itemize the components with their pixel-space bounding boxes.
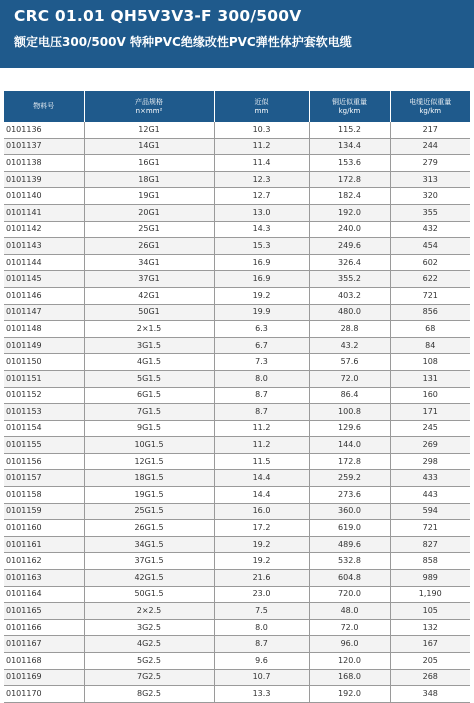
material-no-cell: 0101154: [4, 420, 84, 437]
col-header-material-no: [4, 91, 84, 122]
material-no-cell: 0101166: [4, 619, 84, 636]
title-banner: [0, 0, 474, 68]
table-row: [4, 653, 470, 670]
spec-cell: 2×1.5: [84, 321, 214, 338]
material-no-cell: 0101150: [4, 354, 84, 371]
table-row: [4, 354, 470, 371]
diameter-cell: 15.3: [214, 238, 309, 255]
diameter-cell: 8.7: [214, 387, 309, 404]
material-no-cell: 0101167: [4, 636, 84, 653]
spec-cell: 37G1.5: [84, 553, 214, 570]
spec-cell: 18G1.5: [84, 470, 214, 487]
table-row: [4, 586, 470, 603]
cable-weight-cell: 827: [390, 536, 470, 553]
table-row: [4, 370, 470, 387]
copper-weight-cell: 720.0: [309, 586, 390, 603]
table-row: [4, 437, 470, 454]
cable-weight-cell: 269: [390, 437, 470, 454]
cable-weight-cell: 320: [390, 188, 470, 205]
diameter-cell: 14.3: [214, 221, 309, 238]
table-body: [4, 122, 470, 702]
diameter-cell: 16.9: [214, 271, 309, 288]
spec-cell: 37G1: [84, 271, 214, 288]
spec-cell: 34G1.5: [84, 536, 214, 553]
spec-cell: 5G2.5: [84, 653, 214, 670]
col-header-cable-weight-line: kg/km: [419, 106, 442, 115]
diameter-cell: 17.2: [214, 520, 309, 537]
spec-cell: 50G1: [84, 304, 214, 321]
diameter-cell: 8.7: [214, 636, 309, 653]
cable-weight-cell: 108: [390, 354, 470, 371]
spec-cell: 42G1: [84, 287, 214, 304]
spec-cell: 6G1.5: [84, 387, 214, 404]
table-row: [4, 503, 470, 520]
table-row: [4, 619, 470, 636]
col-header-copper-weight-line: 铜近似重量: [332, 98, 367, 106]
diameter-cell: 9.6: [214, 653, 309, 670]
cable-weight-cell: 721: [390, 287, 470, 304]
material-no-cell: 0101158: [4, 487, 84, 504]
material-no-cell: 0101156: [4, 453, 84, 470]
col-header-copper-weight-line: kg/km: [338, 106, 361, 115]
table-row: [4, 603, 470, 620]
spec-cell: 19G1.5: [84, 487, 214, 504]
spec-cell: 42G1.5: [84, 570, 214, 587]
col-header-diameter-line: mm: [254, 106, 269, 115]
spec-cell: 7G2.5: [84, 669, 214, 686]
diameter-cell: 8.0: [214, 370, 309, 387]
spec-cell: 10G1.5: [84, 437, 214, 454]
copper-weight-cell: 604.8: [309, 570, 390, 587]
copper-weight-cell: 153.6: [309, 155, 390, 172]
table-row: [4, 453, 470, 470]
diameter-cell: 16.9: [214, 254, 309, 271]
table-row: [4, 536, 470, 553]
copper-weight-cell: 115.2: [309, 122, 390, 138]
copper-weight-cell: 100.8: [309, 404, 390, 421]
cable-weight-cell: 856: [390, 304, 470, 321]
spec-cell: 7G1.5: [84, 404, 214, 421]
material-no-cell: 0101152: [4, 387, 84, 404]
spec-cell: 26G1.5: [84, 520, 214, 537]
cable-weight-cell: 105: [390, 603, 470, 620]
material-no-cell: 0101163: [4, 570, 84, 587]
cable-weight-cell: 160: [390, 387, 470, 404]
copper-weight-cell: 96.0: [309, 636, 390, 653]
material-no-cell: 0101161: [4, 536, 84, 553]
cable-weight-cell: 355: [390, 204, 470, 221]
material-no-cell: 0101164: [4, 586, 84, 603]
material-no-cell: 0101170: [4, 686, 84, 703]
diameter-cell: 7.3: [214, 354, 309, 371]
copper-weight-cell: 355.2: [309, 271, 390, 288]
cable-weight-cell: 205: [390, 653, 470, 670]
table-row: [4, 387, 470, 404]
spec-cell: 14G1: [84, 138, 214, 155]
copper-weight-cell: 168.0: [309, 669, 390, 686]
copper-weight-cell: 43.2: [309, 337, 390, 354]
cable-weight-cell: 298: [390, 453, 470, 470]
spec-table: [4, 91, 470, 703]
copper-weight-cell: 273.6: [309, 487, 390, 504]
copper-weight-cell: 144.0: [309, 437, 390, 454]
material-no-cell: 0101149: [4, 337, 84, 354]
material-no-cell: 0101140: [4, 188, 84, 205]
cable-weight-cell: 167: [390, 636, 470, 653]
spec-cell: 20G1: [84, 204, 214, 221]
cable-weight-cell: 989: [390, 570, 470, 587]
table-row: [4, 138, 470, 155]
cable-weight-cell: 68: [390, 321, 470, 338]
diameter-cell: 19.2: [214, 287, 309, 304]
material-no-cell: 0101144: [4, 254, 84, 271]
material-no-cell: 0101136: [4, 122, 84, 138]
copper-weight-cell: 489.6: [309, 536, 390, 553]
material-no-cell: 0101148: [4, 321, 84, 338]
copper-weight-cell: 480.0: [309, 304, 390, 321]
diameter-cell: 11.2: [214, 420, 309, 437]
table-row: [4, 337, 470, 354]
copper-weight-cell: 192.0: [309, 686, 390, 703]
copper-weight-cell: 72.0: [309, 370, 390, 387]
table-row: [4, 122, 470, 138]
page-title: CRC 01.01 QH5V3V3-F 300/500V: [14, 7, 302, 25]
cable-weight-cell: 721: [390, 520, 470, 537]
table-row: [4, 287, 470, 304]
material-no-cell: 0101153: [4, 404, 84, 421]
table-row: [4, 271, 470, 288]
copper-weight-cell: 129.6: [309, 420, 390, 437]
table-header-row: [4, 91, 470, 122]
diameter-cell: 13.3: [214, 686, 309, 703]
copper-weight-cell: 86.4: [309, 387, 390, 404]
copper-weight-cell: 192.0: [309, 204, 390, 221]
col-header-material-no-line: 物料号: [33, 102, 55, 111]
spec-cell: 5G1.5: [84, 370, 214, 387]
diameter-cell: 19.9: [214, 304, 309, 321]
spec-cell: 25G1.5: [84, 503, 214, 520]
table-row: [4, 171, 470, 188]
diameter-cell: 14.4: [214, 487, 309, 504]
copper-weight-cell: 532.8: [309, 553, 390, 570]
spec-cell: 12G1.5: [84, 453, 214, 470]
diameter-cell: 11.2: [214, 437, 309, 454]
spec-cell: 9G1.5: [84, 420, 214, 437]
material-no-cell: 0101155: [4, 437, 84, 454]
col-header-diameter: [214, 91, 309, 122]
cable-weight-cell: 602: [390, 254, 470, 271]
diameter-cell: 23.0: [214, 586, 309, 603]
spec-cell: 50G1.5: [84, 586, 214, 603]
cable-weight-cell: 1,190: [390, 586, 470, 603]
table-row: [4, 470, 470, 487]
copper-weight-cell: 172.8: [309, 171, 390, 188]
copper-weight-cell: 120.0: [309, 653, 390, 670]
cable-weight-cell: 132: [390, 619, 470, 636]
table-row: [4, 321, 470, 338]
cable-weight-cell: 244: [390, 138, 470, 155]
spec-cell: 3G1.5: [84, 337, 214, 354]
copper-weight-cell: 182.4: [309, 188, 390, 205]
table-row: [4, 304, 470, 321]
cable-weight-cell: 245: [390, 420, 470, 437]
diameter-cell: 14.4: [214, 470, 309, 487]
col-header-copper-weight: [309, 91, 390, 122]
material-no-cell: 0101168: [4, 653, 84, 670]
table-row: [4, 487, 470, 504]
material-no-cell: 0101142: [4, 221, 84, 238]
spec-cell: 18G1: [84, 171, 214, 188]
spec-cell: 26G1: [84, 238, 214, 255]
material-no-cell: 0101151: [4, 370, 84, 387]
copper-weight-cell: 403.2: [309, 287, 390, 304]
table-row: [4, 636, 470, 653]
table-row: [4, 404, 470, 421]
diameter-cell: 19.2: [214, 536, 309, 553]
diameter-cell: 19.2: [214, 553, 309, 570]
table-row: [4, 420, 470, 437]
spec-cell: 25G1: [84, 221, 214, 238]
diameter-cell: 11.2: [214, 138, 309, 155]
material-no-cell: 0101141: [4, 204, 84, 221]
table-row: [4, 188, 470, 205]
table-row: [4, 520, 470, 537]
cable-weight-cell: 268: [390, 669, 470, 686]
diameter-cell: 12.3: [214, 171, 309, 188]
page-subtitle: 额定电压300/500V 特种PVC绝缘改性PVC弹性体护套软电缆: [14, 35, 352, 49]
diameter-cell: 13.0: [214, 204, 309, 221]
material-no-cell: 0101169: [4, 669, 84, 686]
material-no-cell: 0101139: [4, 171, 84, 188]
diameter-cell: 8.0: [214, 619, 309, 636]
table-row: [4, 669, 470, 686]
diameter-cell: 6.7: [214, 337, 309, 354]
cable-weight-cell: 594: [390, 503, 470, 520]
copper-weight-cell: 249.6: [309, 238, 390, 255]
material-no-cell: 0101146: [4, 287, 84, 304]
material-no-cell: 0101165: [4, 603, 84, 620]
diameter-cell: 6.3: [214, 321, 309, 338]
spec-cell: 3G2.5: [84, 619, 214, 636]
copper-weight-cell: 48.0: [309, 603, 390, 620]
table-row: [4, 204, 470, 221]
copper-weight-cell: 326.4: [309, 254, 390, 271]
table-row: [4, 570, 470, 587]
copper-weight-cell: 72.0: [309, 619, 390, 636]
spec-cell: 16G1: [84, 155, 214, 172]
spec-cell: 12G1: [84, 122, 214, 138]
col-header-diameter-line: 近似: [254, 98, 269, 106]
material-no-cell: 0101143: [4, 238, 84, 255]
material-no-cell: 0101157: [4, 470, 84, 487]
cable-weight-cell: 443: [390, 487, 470, 504]
cable-weight-cell: 622: [390, 271, 470, 288]
material-no-cell: 0101162: [4, 553, 84, 570]
copper-weight-cell: 57.6: [309, 354, 390, 371]
material-no-cell: 0101145: [4, 271, 84, 288]
copper-weight-cell: 259.2: [309, 470, 390, 487]
col-header-cable-weight-line: 电缆近似重量: [409, 98, 452, 106]
cable-weight-cell: 348: [390, 686, 470, 703]
copper-weight-cell: 240.0: [309, 221, 390, 238]
diameter-cell: 8.7: [214, 404, 309, 421]
col-header-spec-line: n×mm²: [135, 106, 163, 115]
cable-weight-cell: 217: [390, 122, 470, 138]
diameter-cell: 11.4: [214, 155, 309, 172]
spec-cell: 4G2.5: [84, 636, 214, 653]
cable-weight-cell: 84: [390, 337, 470, 354]
material-no-cell: 0101137: [4, 138, 84, 155]
cable-weight-cell: 313: [390, 171, 470, 188]
spec-cell: 19G1: [84, 188, 214, 205]
diameter-cell: 10.7: [214, 669, 309, 686]
copper-weight-cell: 360.0: [309, 503, 390, 520]
cable-weight-cell: 171: [390, 404, 470, 421]
cable-weight-cell: 131: [390, 370, 470, 387]
copper-weight-cell: 172.8: [309, 453, 390, 470]
spec-cell: 8G2.5: [84, 686, 214, 703]
cable-weight-cell: 433: [390, 470, 470, 487]
material-no-cell: 0101138: [4, 155, 84, 172]
diameter-cell: 12.7: [214, 188, 309, 205]
copper-weight-cell: 134.4: [309, 138, 390, 155]
table-row: [4, 238, 470, 255]
material-no-cell: 0101159: [4, 503, 84, 520]
table-row: [4, 221, 470, 238]
spec-cell: 4G1.5: [84, 354, 214, 371]
table-row: [4, 155, 470, 172]
copper-weight-cell: 619.0: [309, 520, 390, 537]
diameter-cell: 10.3: [214, 122, 309, 138]
spec-cell: 34G1: [84, 254, 214, 271]
col-header-cable-weight: [390, 91, 470, 122]
table-row: [4, 553, 470, 570]
table-row: [4, 254, 470, 271]
cable-weight-cell: 454: [390, 238, 470, 255]
diameter-cell: 7.5: [214, 603, 309, 620]
diameter-cell: 21.6: [214, 570, 309, 587]
cable-weight-cell: 279: [390, 155, 470, 172]
cable-weight-cell: 432: [390, 221, 470, 238]
diameter-cell: 16.0: [214, 503, 309, 520]
col-header-spec: [84, 91, 214, 122]
col-header-spec-line: 产品规格: [135, 98, 163, 106]
diameter-cell: 11.5: [214, 453, 309, 470]
material-no-cell: 0101160: [4, 520, 84, 537]
spec-cell: 2×2.5: [84, 603, 214, 620]
material-no-cell: 0101147: [4, 304, 84, 321]
copper-weight-cell: 28.8: [309, 321, 390, 338]
cable-weight-cell: 858: [390, 553, 470, 570]
